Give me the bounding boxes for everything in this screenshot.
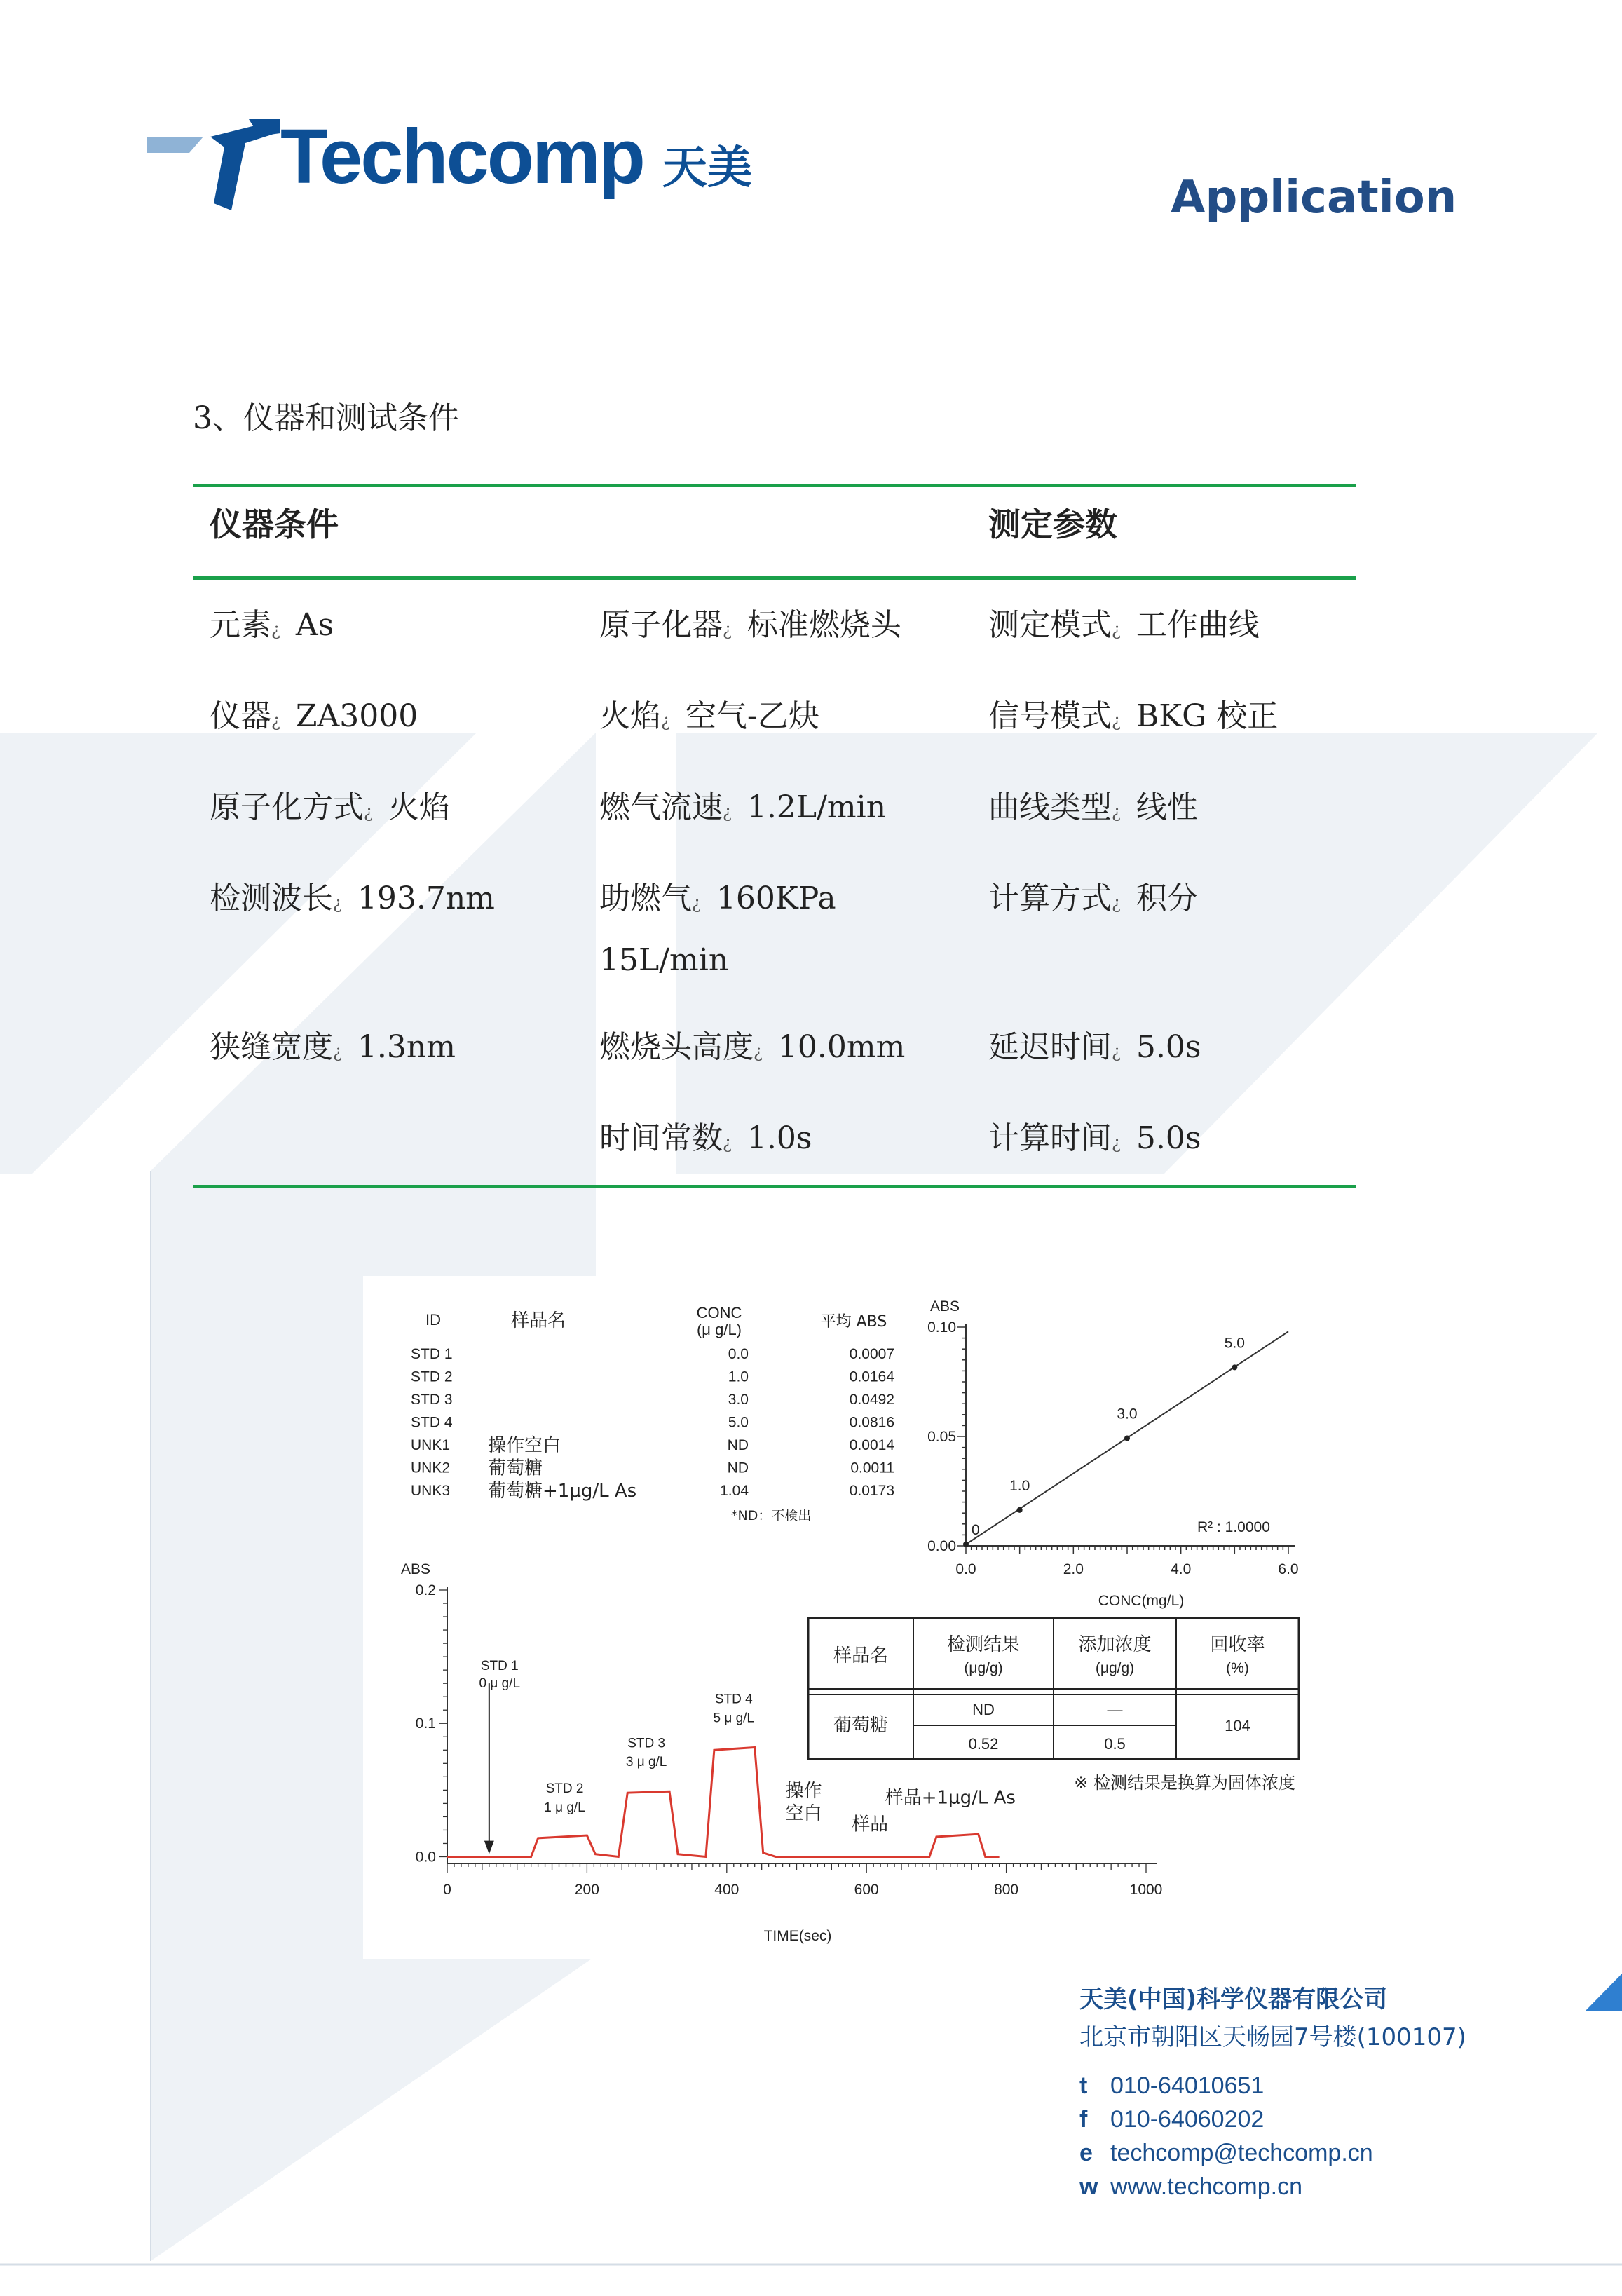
param-cell [599,777,886,843]
cal-y-tick-label: 0.10 [927,1319,956,1336]
data-row-id: STD 2 [411,1368,453,1385]
param-separator: ¿ [723,1133,732,1153]
data-row-id: STD 3 [411,1392,453,1408]
data-table-header-unit: (μ g/L) [696,1321,742,1338]
param-cell [988,1108,1201,1174]
logo-text: Techcomp [280,114,643,200]
param-key: 燃烧头高度 [599,1029,754,1065]
trace-annotation: 样品+1μg/L As [885,1787,1016,1809]
data-row-name: 葡萄糖 [488,1458,543,1479]
param-separator: ¿ [1112,711,1121,731]
data-row-abs: 0.0164 [849,1368,894,1385]
result-header-added: 添加浓度 [1078,1634,1152,1655]
result-row1-result: ND [972,1701,995,1718]
cal-point [1232,1364,1237,1370]
data-row-conc: 0.0 [728,1346,749,1362]
param-value: 10.0mm [777,1029,906,1065]
param-value: 1.2L/min [747,789,887,825]
param-value: 线性 [1136,789,1198,825]
data-row-abs: 0.0007 [849,1346,894,1362]
results-figure [363,1276,1332,1959]
trace-y-tick-label: 0.1 [415,1716,436,1732]
param-cell [599,1017,905,1082]
data-row-conc: 1.0 [728,1368,749,1385]
data-table-note: *ND：不検出 [731,1508,812,1523]
param-cell [988,1017,1201,1082]
data-row-conc: ND [727,1437,749,1453]
param-key: 信号模式 [988,698,1112,734]
param-key: 火焰 [599,698,661,734]
param-cell [599,595,901,660]
result-recovery-value: 104 [1225,1717,1250,1734]
cal-point-label: 3.0 [1117,1406,1138,1422]
param-value: 160KPa [716,881,836,916]
data-row-abs: 0.0816 [849,1414,894,1431]
cal-y-tick-label: 0.00 [927,1538,956,1554]
param-cell [599,868,836,934]
param-value: 5.0s [1136,1029,1201,1065]
result-header-recovery: 回收率 [1210,1634,1265,1655]
trace-annotation: 5 μ g/L [713,1711,755,1726]
company-name: 天美(中国)科学仪器有限公司 [1079,1985,1388,2013]
param-value: 15L/min [599,942,729,978]
param-separator: ¿ [364,802,373,822]
cal-x-tick-label: 2.0 [1063,1561,1084,1577]
result-sample-name: 葡萄糖 [833,1715,889,1736]
trace-annotation: 样品 [852,1814,889,1835]
param-cell [599,1108,812,1174]
std1-arrow-head [484,1841,494,1854]
param-cell [210,868,495,934]
table-top-rule [193,484,1356,487]
trace-x-tick-label: 1000 [1129,1882,1163,1898]
data-row-id: UNK1 [411,1437,451,1453]
param-key: 燃气流速 [599,789,723,825]
param-key: 狭缝宽度 [210,1029,333,1065]
contact-phone: t 010-64010651 [1079,2072,1265,2099]
cal-y-axis-label: ABS [929,1298,960,1315]
trace-y-tick-label: 0.0 [415,1849,436,1866]
trace-x-tick-label: 800 [994,1882,1019,1898]
cal-x-axis-label: CONC(mg/L) [1098,1593,1185,1609]
param-value: 火焰 [388,789,450,825]
param-cell [988,595,1260,660]
data-table-header-abs: 平均 ABS [820,1313,887,1331]
data-row-id: STD 1 [411,1346,453,1362]
trace-annotation: STD 2 [545,1781,584,1797]
head-instrument-conditions: 仪器条件 [210,505,339,543]
data-table-header-id: ID [425,1311,441,1329]
techcomp-logo [147,112,778,217]
param-value: 积分 [1136,881,1198,916]
param-separator: ¿ [1112,1133,1121,1153]
logo-cn-text: 天美 [662,142,752,194]
result-row1-added: — [1107,1701,1123,1718]
param-separator: ¿ [1112,802,1121,822]
param-cell [599,686,819,752]
param-separator: ¿ [333,893,342,913]
cal-x-tick-label: 4.0 [1171,1561,1192,1577]
param-key: 曲线类型 [988,789,1112,825]
param-separator: ¿ [1112,620,1121,639]
trace-annotation: STD 1 [480,1659,519,1674]
param-separator: ¿ [1112,1042,1121,1061]
param-value: 193.7nm [357,881,495,916]
param-key: 延迟时间 [988,1029,1112,1065]
data-row-conc: 5.0 [728,1414,749,1431]
trace-x-tick-label: 400 [714,1882,740,1898]
param-value: BKG 校正 [1136,698,1279,734]
table-bottom-rule [193,1185,1356,1188]
param-value: 1.3nm [357,1029,456,1065]
data-row-abs: 0.0492 [849,1392,894,1408]
cal-point [1124,1435,1130,1441]
param-cell [210,686,418,752]
contact-email[interactable]: e techcomp@techcomp.cn [1079,2140,1373,2166]
param-separator: ¿ [271,711,280,731]
section-label: Application [1171,172,1457,224]
result-row2-added: 0.5 [1104,1735,1126,1753]
cal-point [963,1542,969,1547]
cal-x-tick-label: 0.0 [955,1561,976,1577]
result-header-result-unit: (μg/g) [964,1660,1003,1676]
param-key: 计算时间 [988,1120,1112,1156]
trace-x-tick-label: 0 [443,1882,451,1898]
trace-annotation: 空白 [785,1803,822,1825]
trace-x-tick-label: 200 [574,1882,599,1898]
param-key: 计算方式 [988,881,1112,916]
cal-point-label: 0 [972,1521,980,1538]
trace-x-tick-label: 600 [854,1882,879,1898]
trace-annotation: 操作 [785,1780,822,1802]
param-cell [599,930,728,991]
section-title: 3、仪器和测试条件 [193,400,459,436]
param-separator: ¿ [723,802,732,822]
param-value: 标准燃烧头 [747,607,901,643]
result-header-added-unit: (μg/g) [1095,1660,1135,1676]
param-key: 测定模式 [988,607,1112,643]
cal-y-tick-label: 0.05 [927,1429,956,1445]
result-row2-result: 0.52 [968,1735,999,1753]
param-cell [210,595,334,660]
param-value: 5.0s [1136,1120,1201,1156]
trace-y-tick-label: 0.2 [415,1582,436,1598]
footer-contact [1079,1981,1570,2203]
param-key: 时间常数 [599,1120,723,1156]
company-address: 北京市朝阳区天畅园7号楼(100107) [1079,2023,1466,2051]
param-key: 仪器 [210,698,271,734]
param-value: ZA3000 [295,698,418,734]
param-separator: ¿ [333,1042,342,1061]
data-row-id: STD 4 [411,1414,453,1431]
data-row-name: 葡萄糖+1μg/L As [488,1481,637,1502]
trace-annotation: STD 3 [627,1736,666,1751]
data-row-id: UNK2 [411,1460,451,1476]
param-cell [988,868,1198,934]
trace-annotation: 0 μ g/L [479,1676,521,1691]
param-value: As [295,607,334,643]
contact-website[interactable]: w www.techcomp.cn [1079,2173,1302,2200]
data-row-abs: 0.0173 [849,1483,894,1499]
data-row-conc: ND [727,1460,749,1476]
logo-mark-icon [147,119,280,210]
result-table-note: ※ 检测结果是换算为固体浓度 [1074,1773,1295,1793]
cal-point-label: 1.0 [1009,1477,1030,1494]
param-separator: ¿ [661,711,670,731]
param-value: 空气-乙炔 [685,698,819,734]
result-header-recovery-unit: (%) [1226,1660,1249,1676]
cal-point-label: 5.0 [1224,1335,1245,1352]
data-row-name: 操作空白 [488,1435,561,1456]
cal-x-tick-label: 6.0 [1278,1561,1299,1577]
head-measurement-params: 测定参数 [988,505,1117,543]
data-row-abs: 0.0014 [849,1437,894,1453]
cal-r2-annotation: R² : 1.0000 [1197,1519,1270,1535]
trace-annotation: 3 μ g/L [625,1755,667,1770]
param-cell [988,686,1278,752]
data-row-abs: 0.0011 [850,1460,894,1476]
cal-point [1017,1507,1023,1513]
contact-fax: f 010-64060202 [1079,2106,1265,2133]
param-key: 助燃气 [599,881,692,916]
param-value: 1.0s [747,1120,812,1156]
param-key: 原子化方式 [210,789,364,825]
trace-x-axis-label: TIME(sec) [763,1928,832,1944]
param-separator: ¿ [271,620,280,639]
param-separator: ¿ [692,893,701,913]
data-row-conc: 1.04 [720,1483,749,1499]
param-key: 元素 [210,607,271,643]
data-table-header-name: 样品名 [510,1310,566,1331]
result-header-result: 检测结果 [946,1634,1021,1655]
data-row-id: UNK3 [411,1483,451,1499]
results-figure-svg [363,1276,1332,1959]
data-row-conc: 3.0 [728,1392,749,1408]
trace-annotation: 1 μ g/L [544,1800,585,1815]
data-table-header-conc: CONC [696,1304,742,1322]
param-cell [210,777,450,843]
param-separator: ¿ [754,1042,763,1061]
trace-annotation: STD 4 [714,1692,753,1707]
param-separator: ¿ [1112,893,1121,913]
param-separator: ¿ [723,620,732,639]
param-cell [210,1017,456,1082]
param-value: 工作曲线 [1136,607,1260,643]
param-key: 原子化器 [599,607,723,643]
result-header-sample: 样品名 [833,1645,889,1666]
table-header-rule [193,576,1356,580]
param-key: 检测波长 [210,881,333,916]
param-cell [988,777,1198,843]
trace-y-axis-label: ABS [400,1561,431,1577]
